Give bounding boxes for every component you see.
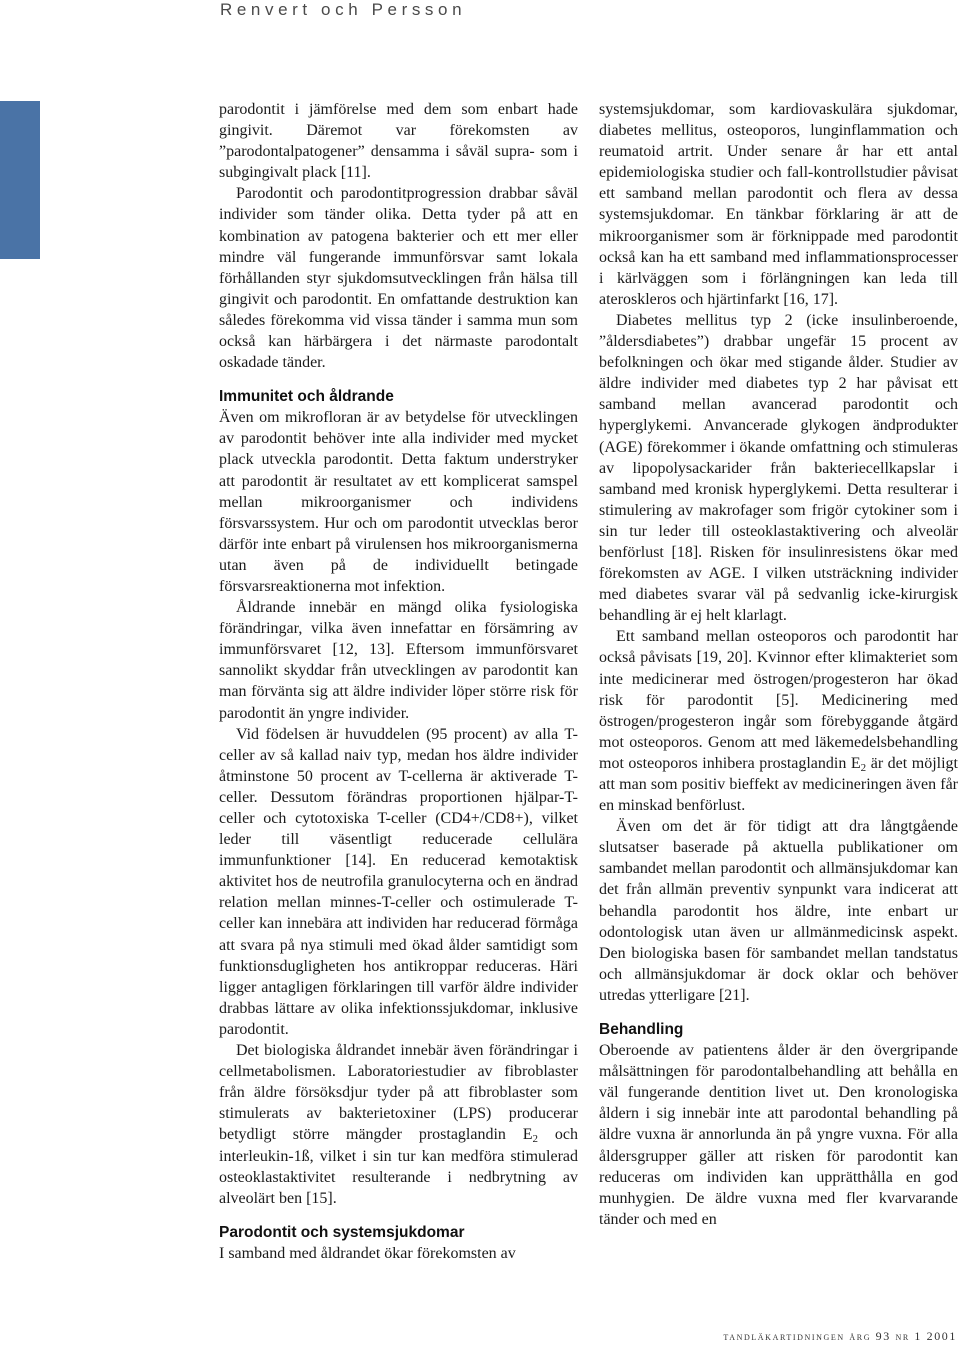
section-heading-behandling: Behandling <box>599 1021 684 1039</box>
section-color-tab <box>0 101 40 259</box>
paragraph: systemsjukdomar, som kardiovaskulära sjukdomar, diabetes mellitus, osteoporos, lunginflammation och reumatoid artrit. Under senare år har ett antal epidemiologiska studier och fall-kontrollstudier påvisat ett samband mellan parodontit och flera av dessa systemsjukdomar. En tänkbar förklaring är att de mikroorganismer som är förknippade med parodontit också kan ha ett samband med inflammationsprocesser i kärlväggen som i förlängningen kan leda till ateroskleros och hjärtinfarkt [16, 17]. <box>599 101 958 308</box>
paragraph: Diabetes mellitus typ 2 (icke insulinberoende, ”åldersdiabetes”) drabbar ungefär 15 procent av befolkningen och ökar med stigande ålder. Studier av äldre individer med diabetes typ 2 har påvisat ett samband mellan avancerad parodontit och hyperglykemi. Anvancerade glykogen ändprodukter (AGE) förekommer i ökande omfattning och stimuleras av lipopolysackarider från bakteriecellkapslar i samband med kronisk hyperglykemi. Detta resulterar i stimulering av makrofager som frigör cytokiner som i sin tur leder till osteoklastaktivering och alveolär benförlust [18]. Risken för insulinresistens ökar med förekomsten av AGE. I vilken utsträckning individer med diabetes svarar väl på sedvanlig icke-kirurgisk behandling är ej helt klarlagt. <box>599 311 958 625</box>
paragraph-text: och interleukin-1ß, vilket i sin tur kan medföra stimulerad osteoklastaktivitet resulterande i nedbrytning av alveolärt ben [15]. <box>219 1126 578 1207</box>
paragraph: Parodontit och parodontitprogression drabbar såväl individer som tänder olika. Detta tyder på att en kombination av patogena bakterier och ett mer eller mindre väl fungerande immunförsvar samt lokala förhållanden styr sjukdomsutvecklingen från hälsa till gingivit och parodontit. En omfattande destruktion kan således förekomma vid vissa tänder i samma mun som också kan härbärgera i det närmaste parodontalt oskadade tänder. <box>219 185 578 372</box>
journal-footer: tandläkartidningen årg 93 nr 1 2001 <box>723 1329 957 1343</box>
paragraph: parodontit i jämförelse med dem som enbart hade gingivit. Däremot var förekomsten av ”parodontalpatogener” densamma i såväl supra- som i subgingivalt plack [11]. <box>219 101 578 182</box>
paragraph-text: är det möjligt att man som positiv bieffekt av medicineringen även får en minskad benförlust. <box>599 754 958 815</box>
paragraph-text: Det biologiska åldrandet innebär även förändringar i cellmetabolismen. Laboratoriestudier av fibroblaster från äldre försöksdjur tyder på att fibroblaster som stimulerats av bakterietoxiner (LPS) producerar betydligt större mängder prostaglandin E <box>219 1042 578 1144</box>
subscript: 2 <box>532 1133 539 1146</box>
paragraph <box>599 626 958 816</box>
section-heading-systemsjukdomar: Parodontit och systemsjukdomar <box>219 1223 465 1241</box>
running-title: Renvert och Persson <box>220 0 467 19</box>
paragraph-text: Ett samband mellan osteoporos och parodontit har också påvisats [19, 20]. Kvinnor efter klimakteriet som inte medicinerar med östrogen/progesteron har ökad risk för parodontit [5]. Medicinering med östrogen/progesteron ingår som förebyggande åtgärd mot osteoporos. Genom att med läkemedelsbehandling mot osteoporos inhibera prostaglandin E <box>599 628 958 772</box>
paragraph: Åldrande innebär en mängd olika fysiologiska förändringar, vilka även innefattar en försämring av immunförsvaret [12, 13]. Eftersom immunförsvaret sannolikt skyddar från utvecklingen av parodontit kan man förvänta sig att äldre individer löper större risk för parodontit än yngre individer. <box>219 599 578 722</box>
right-column <box>599 99 958 1230</box>
section-heading-immunitet: Immunitet och åldrande <box>219 388 394 406</box>
paragraph: I samband med åldrandet ökar förekomsten av <box>219 1244 516 1262</box>
paragraph: Även om det är för tidigt att dra långtgående slutsatser baserade på aktuella publikationer om sambandet mellan parodontit och allmänsjukdomar kan det från allmän preventiv synpunkt vara indicerat att behandla parodontit hos äldre, inte enbart ur odontologisk utan även ur allmänmedicinsk aspekt. Den biologiska basen för sambandet mellan tandstatus och allmänsjukdomar är dock oklar och behöver utredas ytterligare [21]. <box>599 818 958 1004</box>
left-column <box>219 99 578 1264</box>
paragraph: Oberoende av patientens ålder är den övergripande målsättningen för parodontalbehandling att behålla en väl fungerande dentition livet ut. Den kronologiska åldern i sig innebär inte att parodontal behandling på äldre vuxna är annorlunda än på yngre vuxna. För alla åldersgrupper gäller att risken för parodontit kan reduceras om individen kan upprätthålla en god munhygien. De äldre vuxna med fler kvarvarande tänder och med en <box>599 1042 958 1228</box>
paragraph: Även om mikrofloran är av betydelse för utvecklingen av parodontit behöver inte alla individer med mycket plack utveckla parodontit. Detta faktum understryker att parodontit är resultatet av ett komplicerat samspel mellan mikroorganismer och individens försvarssystem. Hur och om parodontit utvecklas beror därför inte enbart på virulensen hos mikroorganismerna utan även på de individuellt betingade försvarsreaktionerna mot infektion. <box>219 409 578 595</box>
paragraph <box>219 1040 578 1209</box>
subscript: 2 <box>860 761 867 774</box>
paragraph: Vid födelsen är huvuddelen (95 procent) av alla T-celler av så kallad naiv typ, medan hos äldre individer åtminstone 50 procent av T-cellerna är aktiverade T-celler. Dessutom förändras proportionen hjälpar-T-celler och cytotoxiska T-celler (CD4+/CD8+), vilket leder till väsentligt reducerade cellulära immunfunktioner [14]. En reducerad kemotaktisk aktivitet hos de neutrofila granulocyterna och en ändrad relation mellan minnes-T-celler och ostimulerade T-celler kan innebära att individen har reducerad förmåga att svara på nya stimuli med ökad ålder samtidigt som funktionsdugligheten hos antikroppar reduceras. Häri ligger antagligen förklaringen till varför äldre individer drabbas lättare av olika infektionssjukdomar, inklusive parodontit. <box>219 725 578 1038</box>
